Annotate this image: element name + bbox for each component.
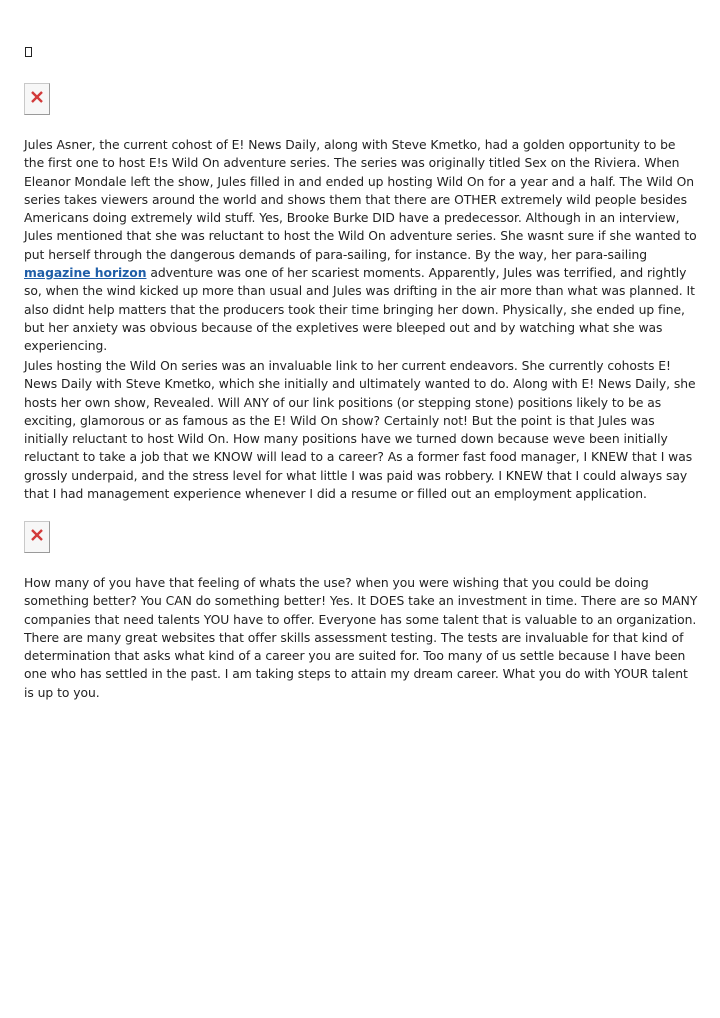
broken-image-2 (24, 521, 50, 553)
paragraph-1-text-before: Jules Asner, the current cohost of E! News Daily, along with Steve Kmetko, had a golden opportunity to be the first one to host E!s Wild On adventure series. The series was originally titled Sex on the Riviera. When Eleanor Mondale left the show, Jules filled in and ended up hosting Wild On for a year and a half. The Wild On series takes viewers around the world and shows them that there are OTHER extremely wild people besides Americans doing extremely wild stuff. Yes, Brooke Burke DID have a predecessor. Although in an interview, Jules mentioned that she was reluctant to host the Wild On adventure series. She wasnt sure if she wanted to put herself through the dangerous demands of para-sailing, for instance. By the way, her para-sailing (24, 138, 697, 262)
paragraph-1-text-after: adventure was one of her scariest moments. Apparently, Jules was terrified, and rightly so, when the wind kicked up more than usual and Jules was drifting in the air more than what was planned. It also didnt help matters that the producers took their time bringing her down. Physically, she ended up fine, but her anxiety was obvious because of the expletives were bleeped out and by watching what she was experiencing. (24, 266, 695, 354)
paragraph-3: How many of you have that feeling of whats the use? when you were wishing that you could be doing something better? You CAN do something better! Yes. It DOES take an investment in time. There are so MANY companies that need talents YOU have to offer. Everyone has some talent that is valuable to an organization. There are many great websites that offer skills assessment testing. The tests are invaluable for that kind of determination that asks what kind of a career you are suited for. Too many of us settle because I have been one who has settled in the past. I am taking steps to attain my dream career. What you do with YOUR talent is up to you. (24, 576, 698, 700)
broken-image-icon (30, 528, 44, 542)
missing-glyph-icon (25, 47, 32, 57)
broken-image-icon (30, 90, 44, 104)
magazine-horizon-link[interactable]: magazine horizon (24, 266, 147, 281)
paragraph-1 (24, 136, 698, 356)
broken-image-1 (24, 83, 50, 115)
paragraph-2: Jules hosting the Wild On series was an invaluable link to her current endeavors. She currently cohosts E! News Daily with Steve Kmetko, which she initially and ultimately wanted to do. Along with E! News Daily, she hosts her own show, Revealed. Will ANY of our link positions (or stepping stone) positions likely to be as exciting, glamorous or as famous as the E! Wild On show? Certainly not! But the point is that Jules was initially reluctant to host Wild On. How many positions have we turned down because weve been initially reluctant to take a job that we KNOW will lead to a career? As a former fast food manager, I KNEW that I was grossly underpaid, and the stress level for what little I was paid was robbery. I KNEW that I could always say that I had management experience whenever I did a resume or filled out an employment application. (24, 359, 696, 502)
